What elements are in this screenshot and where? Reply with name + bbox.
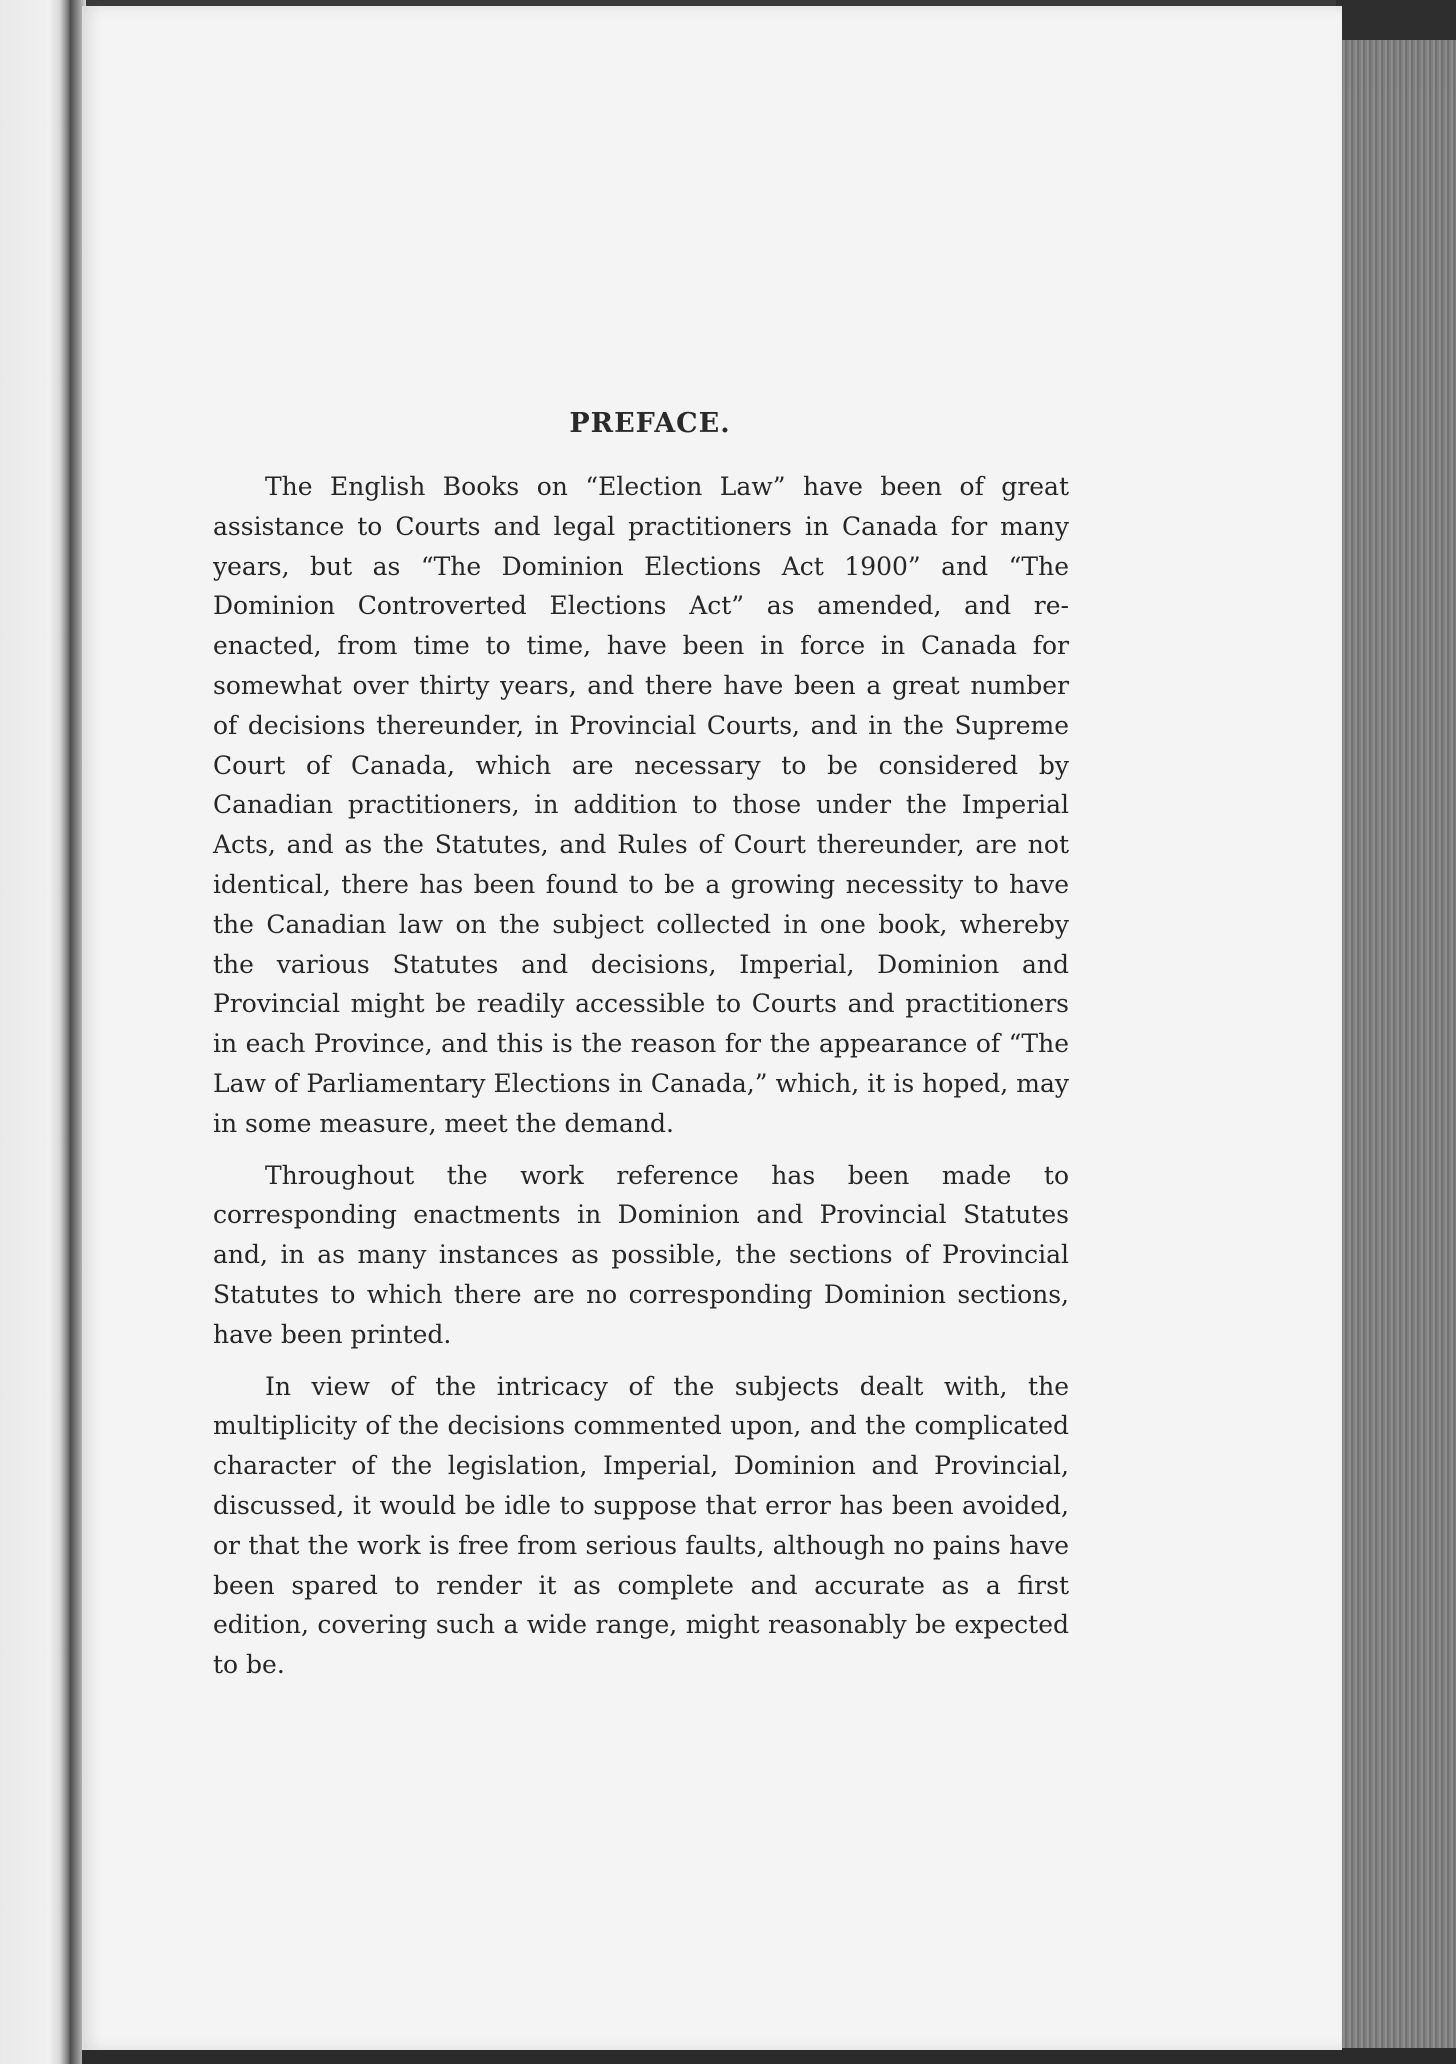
page-title: PREFACE. [569,408,731,439]
page-content [213,408,1069,1697]
preface-paragraph-2: Throughout the work reference has been made to corresponding enactments in Dominion and Provincial Statutes and, in as many instances as possible, the sections of Provincial Statutes to which there are no corresponding Dominion sections, have been printed. [213,1160,1069,1349]
facing-page-edge [0,0,70,2064]
preface-paragraph-3: In view of the intricacy of the subjects dealt with, the multiplicity of the decisions commented upon, and the complicated character of the legislation, Imperial, Dominion and Provincial, discussed, it would be idle to suppose that error has been avoided, or that the work is free from serious faults, although no pains have been spared to render it as complete and accurate as a first edition, covering such a wide range, might reasonably be expected to be. [213,1371,1069,1680]
book-page-edges [1336,40,1456,2064]
preface-paragraph-1: The English Books on “Election Law” have been of great assistance to Courts and legal practitioners in Canada for many years, but as “The Dominion Elections Act 1900” and “The Dominion Controverted Elections Act” as amended, and re-enacted, from time to time, have been in force in Canada for somewhat over thirty years, and there have been a great number of decisions thereunder, in Provincial Courts, and in the Supreme Court of Canada, which are necessary to be considered by Canadian practitioners, in addition to those under the Imperial Acts, and as the Statutes, and Rules of Court thereunder, are not identical, there has been found to be a growing necessity to have the Canadian law on the subject collected in one book, whereby the various Statutes and decisions, Imperial, Dominion and Provincial might be readily accessible to Courts and practitioners in each Province, and this is the reason for the appearance of “The Law of Parliamentary Elections in Canada,” which, it is hoped, may in some measure, meet the demand. [213,472,1069,1138]
scan-bottom-border [82,2048,1456,2064]
